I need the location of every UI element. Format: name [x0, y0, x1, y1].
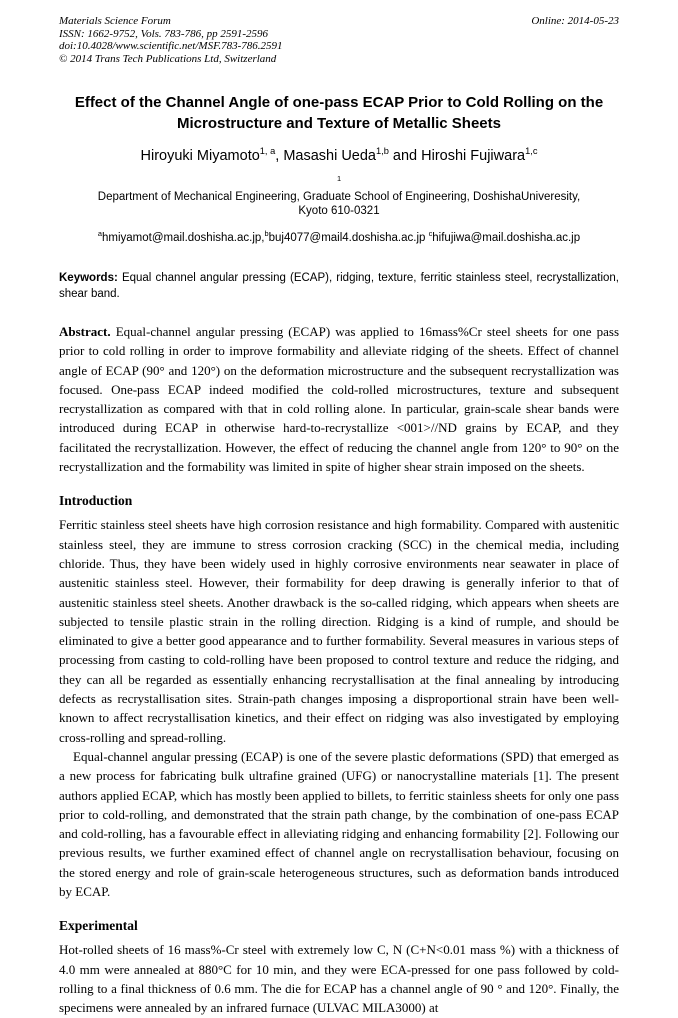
experimental-paragraph-1: Hot-rolled sheets of 16 mass%-Cr steel with extremely low C, N (C+N<0.01 mass %) with a thickness of 4.0 mm were annealed at 880°C for 10 min, and they were ECA-pressed for one pass followed by cold-rolling to a final thickness of 0.6 mm. The die for ECAP has a channel angle of 90 ° and 120°. Finally, the specimens were annealed by an infrared furnace (ULVAC MILA3000) at: [59, 942, 619, 1016]
keywords-label: Keywords:: [59, 272, 118, 284]
keywords-block: [59, 271, 619, 302]
journal-header: [59, 15, 619, 65]
abstract-label: Abstract.: [59, 324, 111, 339]
author-name: Hiroshi Fujiwara: [421, 148, 526, 164]
author-name: Hiroyuki Miyamoto: [140, 148, 260, 164]
emails-line: [59, 231, 619, 245]
section-experimental: [59, 918, 619, 1017]
email-address: buj4077@mail4.doshisha.ac.jp: [268, 232, 429, 244]
author-affiliation-marker: 1,c: [525, 146, 538, 157]
author-separator: and: [388, 148, 422, 164]
author-affiliation-marker: 1,b: [376, 146, 389, 157]
author-separator: ,: [275, 148, 284, 164]
paper-title: Effect of the Channel Angle of one-pass ECAP Prior to Cold Rolling on the Microstructure and Texture of Metallic Sheets: [74, 94, 604, 132]
affiliation-text: Department of Mechanical Engineering, Graduate School of Engineering, DoshishaUniveresity,: [97, 191, 581, 203]
email-marker: a: [97, 229, 102, 239]
journal-doi-line: doi:10.4028/www.scientific.net/MSF.783-786.2591: [59, 40, 283, 52]
keywords-text: Equal channel angular pressing (ECAP), ridging, texture, ferritic stainless steel, recrystallization, shear band.: [59, 272, 619, 300]
introduction-paragraph-2: Equal-channel angular pressing (ECAP) is one of the severe plastic deformations (SPD) that emerged as a new process for fabricating bulk ultrafine grained (UFG) or nanocrystalline materials [1]. The present authors applied ECAP, which has mostly been applied to billets, to ferritic stainless sheets for only one pass prior to cold-rolling, and demonstrated that the strain path change, by the combination of one-pass ECAP and cold-rolling, has a favourable effect in alleviating ridging and enhancing formability [2]. Following our previous results, we further examined effect of channel angle on recrystallisation behaviour, focusing on the stored energy and role of grain-scale heterogeneous structures, such as deformation bands introduced by ECAP.: [59, 748, 619, 900]
affiliation-city: Kyoto 610-0321: [298, 205, 380, 217]
author-name: Masashi Ueda: [283, 148, 376, 164]
authors-line: [59, 147, 619, 165]
abstract-block: [59, 322, 619, 476]
section-introduction: [59, 493, 619, 901]
journal-copyright-line: © 2014 Trans Tech Publications Ltd, Switzerland: [59, 52, 277, 65]
online-date: Online: 2014-05-23: [531, 15, 619, 27]
email-marker: b: [264, 229, 269, 239]
email-address: hifujiwa@mail.doshisha.ac.jp: [432, 232, 581, 244]
affiliation-marker: 1: [336, 174, 342, 184]
journal-title: Materials Science Forum: [59, 15, 171, 27]
email-address: hmiyamot@mail.doshisha.ac.jp,: [101, 232, 265, 244]
journal-issn-line: ISSN: 1662-9752, Vols. 783-786, pp 2591-2596: [59, 27, 268, 40]
experimental-heading: Experimental: [59, 918, 138, 934]
introduction-paragraph-1: Ferritic stainless steel sheets have high corrosion resistance and high formability. Compared with austenitic stainless steel, they are immune to stress corrosion cracking (SCC) in the chemical media, including chloride. Thus, they have been widely used in highly corrosive environments near seawater in place of austenitic stainless steel. However, their formability for deep drawing is generally inferior to that of austenitic stainless steel sheets. Another drawback is the so-called ridging, which appears when sheets are subjected to tensile plastic strain in the rolling direction. Ridging is a kind of rumple, and should be eliminated to give a better good appearance and to further formability. Several measures in various steps of processing from casting to cold-rolling have been proposed to control texture and reduce the ridging, and they can all be regarded as essentially enhancing recrystallisation at the final annealing by introducing defects as recrystallisation sites. Strain-path changes imposing a disproportional strain have been well-known to affect recrystallisation kinetics, and their effect on ridging was also investigated by employing cross-rolling and spread-rolling.: [59, 517, 619, 745]
journal-meta-block: [59, 15, 283, 65]
email-marker: c: [428, 229, 433, 239]
affiliation-line: [59, 176, 619, 218]
introduction-heading: Introduction: [59, 493, 133, 509]
author-affiliation-marker: 1, a: [259, 146, 276, 157]
abstract-text: Equal-channel angular pressing (ECAP) was applied to 16mass%Cr steel sheets for one pass prior to cold rolling in order to improve formability and alleviate ridging of the sheets. Effect of channel angle of ECAP (90° and 120°) on the deformation microstructure and the subsequent recrystallization was focused. One-pass ECAP indeed modified the cold-rolled microstructures, texture and subsequent recrystallization as compared with that in cold rolling alone. In particular, grain-scale shear bands were introduced during ECAP in otherwise hard-to-recrystallize <001>//ND grains by ECAP, and they facilitated the recrystallization. However, the effect of reducing the channel angle from 120° to 90° on the recrystallization and the formability was limited in spite of higher shear strain imposed on the sheets.: [59, 324, 619, 475]
